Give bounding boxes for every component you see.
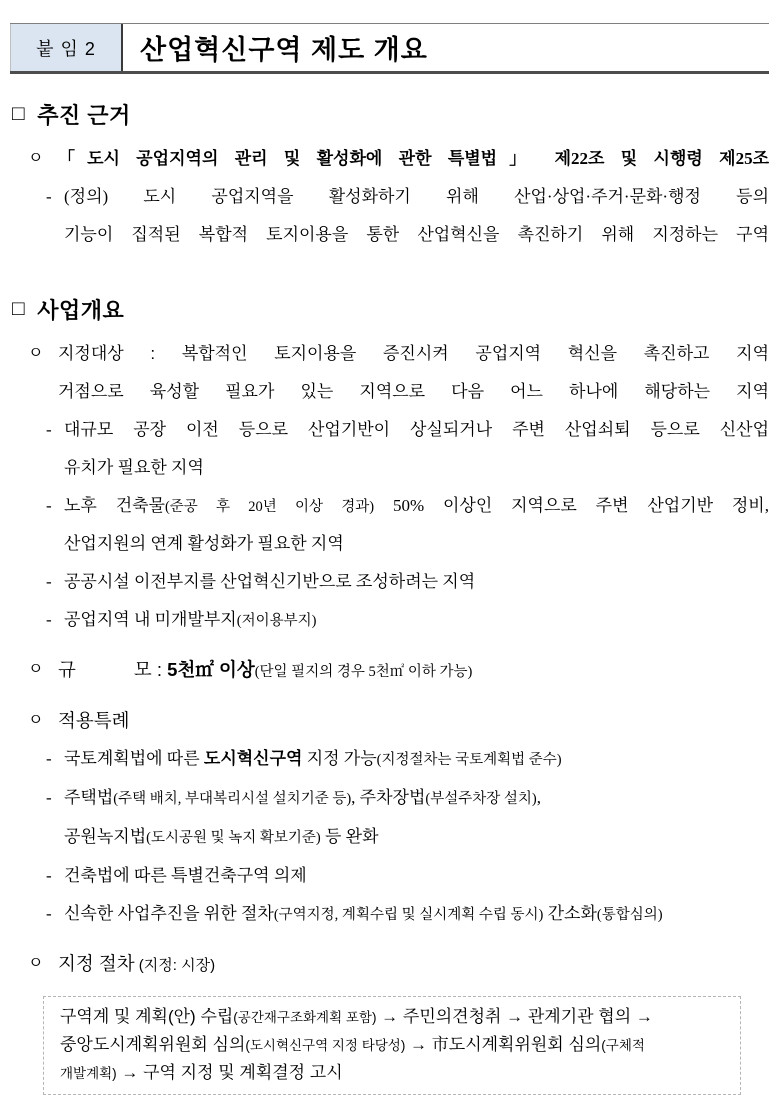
list-item-target-4: [46, 601, 769, 640]
special-2-paren-1: (주택 배치, 부대복리시설 설치기준 등): [113, 791, 352, 807]
special-4-line: [64, 895, 769, 934]
designation-target-line-2: 거점으로 육성할 필요가 있는 지역으로 다음 어느 하나에 해당하는 지역: [58, 382, 769, 401]
list-item-scale: [28, 651, 769, 691]
dash-bullet-icon: -: [46, 749, 52, 768]
special-2-law-b: , 주차장법: [351, 788, 426, 807]
procedure-flow-line-2: [60, 1031, 724, 1059]
flow-step-city-committee-paren-start: (구체적: [601, 1038, 645, 1053]
dash-bullet-icon: -: [46, 187, 52, 206]
target-1-line-2: 유치가 필요한 지역: [64, 458, 204, 477]
section-heading-basis: [12, 99, 769, 129]
procedure-flow-box: [43, 996, 741, 1095]
special-1-text: 국토계획법에 따른: [64, 749, 204, 768]
flow-step-central-committee-paren: (도시혁신구역 지정 타당성): [245, 1038, 406, 1053]
section-heading-overview: [12, 294, 769, 324]
list-item-target-2: [46, 487, 769, 563]
target-2-paren: (준공 후 20년 이상 경과): [164, 499, 375, 515]
list-item-definition: [46, 178, 769, 254]
dash-bullet-icon: -: [46, 420, 52, 439]
header-bottom-rule: [10, 71, 769, 74]
circle-bullet-icon: ㅇ: [28, 150, 44, 167]
flow-step-final-notice: → 구역 지정 및 계획결정 고시: [116, 1063, 343, 1082]
dash-bullet-icon: -: [46, 496, 52, 515]
list-item-target-3: [46, 563, 769, 601]
target-2-text: 노후 건축물: [64, 496, 165, 515]
section-heading-overview-label: 사업개요: [37, 297, 125, 323]
special-1-paren: (지정절차는 국토계획법 준수): [376, 752, 562, 768]
special-4-text: 신속한 사업추진을 위한 절차: [64, 904, 274, 923]
attachment-tag: [10, 24, 123, 71]
target-4-line: [64, 601, 769, 640]
list-item-designation-procedure: [28, 945, 769, 985]
special-2-law-c: 공원녹지법: [64, 827, 147, 846]
flow-step-central-committee: 중앙도시계획위원회 심의: [60, 1035, 246, 1054]
definition-line-1: (정의) 도시 공업지역을 활성화하기 위해 산업·상업·주거·문화·행정 등의: [64, 187, 769, 206]
special-2-tail: 등 완화: [320, 827, 379, 846]
special-provisions-label: 적용특례: [58, 710, 130, 731]
list-item-designation-target: [28, 335, 769, 411]
special-1-line: [64, 740, 769, 779]
section-heading-basis-label: 추진 근거: [37, 102, 131, 128]
list-item-special-3: [46, 857, 769, 895]
special-2-line-1: [64, 779, 769, 818]
procedure-flow-line-1: [60, 1003, 724, 1031]
dash-bullet-icon: -: [46, 788, 52, 807]
scale-value: 5천㎡ 이상: [167, 659, 255, 680]
list-item-special-provisions: [28, 702, 769, 740]
special-2-paren-2: (부설주차장 설치): [425, 791, 537, 807]
document-page: [0, 23, 779, 1082]
page-title: 산업혁신구역 제도 개요: [140, 35, 428, 65]
list-item-special-4: [46, 895, 769, 934]
target-2-text-after: 50% 이상인 지역으로 주변 산업기반 정비,: [374, 496, 769, 515]
designation-target-line-1: 지정대상 : 복합적인 토지이용을 증진시켜 공업지역 혁신을 촉진하고 지역: [58, 344, 769, 363]
circle-bullet-icon: ㅇ: [28, 712, 44, 729]
square-bullet-icon: □: [12, 297, 26, 320]
attachment-tag-label: 붙 임 2: [36, 38, 96, 59]
special-2-line-2: [64, 818, 769, 857]
special-2-paren-3: (도시공원 및 녹지 확보기준): [146, 830, 321, 846]
header: [10, 24, 769, 71]
list-item-special-1: [46, 740, 769, 779]
target-4-text: 공업지역 내 미개발부지: [64, 610, 237, 629]
circle-bullet-icon: ㅇ: [28, 661, 44, 678]
scale-label-b: 모 :: [133, 659, 168, 680]
dash-bullet-icon: -: [46, 866, 52, 885]
list-item-law: [28, 140, 769, 178]
target-4-paren: (저이용부지): [236, 613, 317, 629]
dash-bullet-icon: -: [46, 572, 52, 591]
flow-step-opinion-consult: → 주민의견청취 → 관계기관 협의 →: [376, 1007, 653, 1026]
scale-label-a: 규: [58, 659, 76, 680]
scale-paren: (단일 필지의 경우 5천㎡ 이하 가능): [254, 664, 473, 680]
flow-step-city-committee: → 市도시계획위원회 심의: [405, 1035, 602, 1054]
special-3-text: 건축법에 따른 특별건축구역 의제: [64, 866, 307, 885]
circle-bullet-icon: ㅇ: [28, 345, 44, 362]
scale-line: [58, 651, 769, 691]
designation-procedure-line: [58, 945, 769, 985]
law-reference-text: 「도시 공업지역의 관리 및 활성화에 관한 특별법」 제22조 및 시행령 제25조: [58, 149, 769, 168]
list-item-target-1: [46, 411, 769, 487]
square-bullet-icon: □: [12, 102, 26, 125]
procedure-flow-line-3: [60, 1059, 724, 1087]
circle-bullet-icon: ㅇ: [28, 955, 44, 972]
flow-step-plan: 구역계 및 계획(안) 수립: [60, 1007, 234, 1026]
flow-step-city-committee-paren-end: 개발계획): [60, 1066, 117, 1081]
target-2-line-1: [64, 487, 769, 525]
special-2-law-a: 주택법: [64, 788, 114, 807]
special-4-paren-1: (구역지정, 계획수립 및 실시계획 수립 동시): [273, 907, 544, 923]
target-1-line-1: 대규모 공장 이전 등으로 산업기반이 상실되거나 주변 산업쇠퇴 등으로 신산업: [64, 420, 769, 439]
special-4-paren-2: (통합심의): [596, 907, 663, 923]
dash-bullet-icon: -: [46, 610, 52, 629]
definition-line-2: 기능이 집적된 복합적 토지이용을 통한 산업혁신을 촉진하기 위해 지정하는 구역: [64, 225, 769, 244]
target-3-text: 공공시설 이전부지를 산업혁신기반으로 조성하려는 지역: [64, 572, 476, 591]
flow-step-plan-paren: (공간재구조화계획 포함): [233, 1010, 377, 1025]
designation-procedure-paren: (지정: 시장): [134, 957, 216, 974]
dash-bullet-icon: -: [46, 904, 52, 923]
special-2-comma: ,: [536, 788, 541, 807]
special-1-text-mid: 지정 가능: [302, 749, 377, 768]
special-4-text-mid: 간소화: [543, 904, 597, 923]
designation-procedure-label: 지정 절차: [58, 953, 135, 974]
target-2-line-2: 산업지원의 연계 활성화가 필요한 지역: [64, 534, 344, 553]
special-1-bold-term: 도시혁신구역: [203, 749, 303, 768]
list-item-special-2: [46, 779, 769, 857]
